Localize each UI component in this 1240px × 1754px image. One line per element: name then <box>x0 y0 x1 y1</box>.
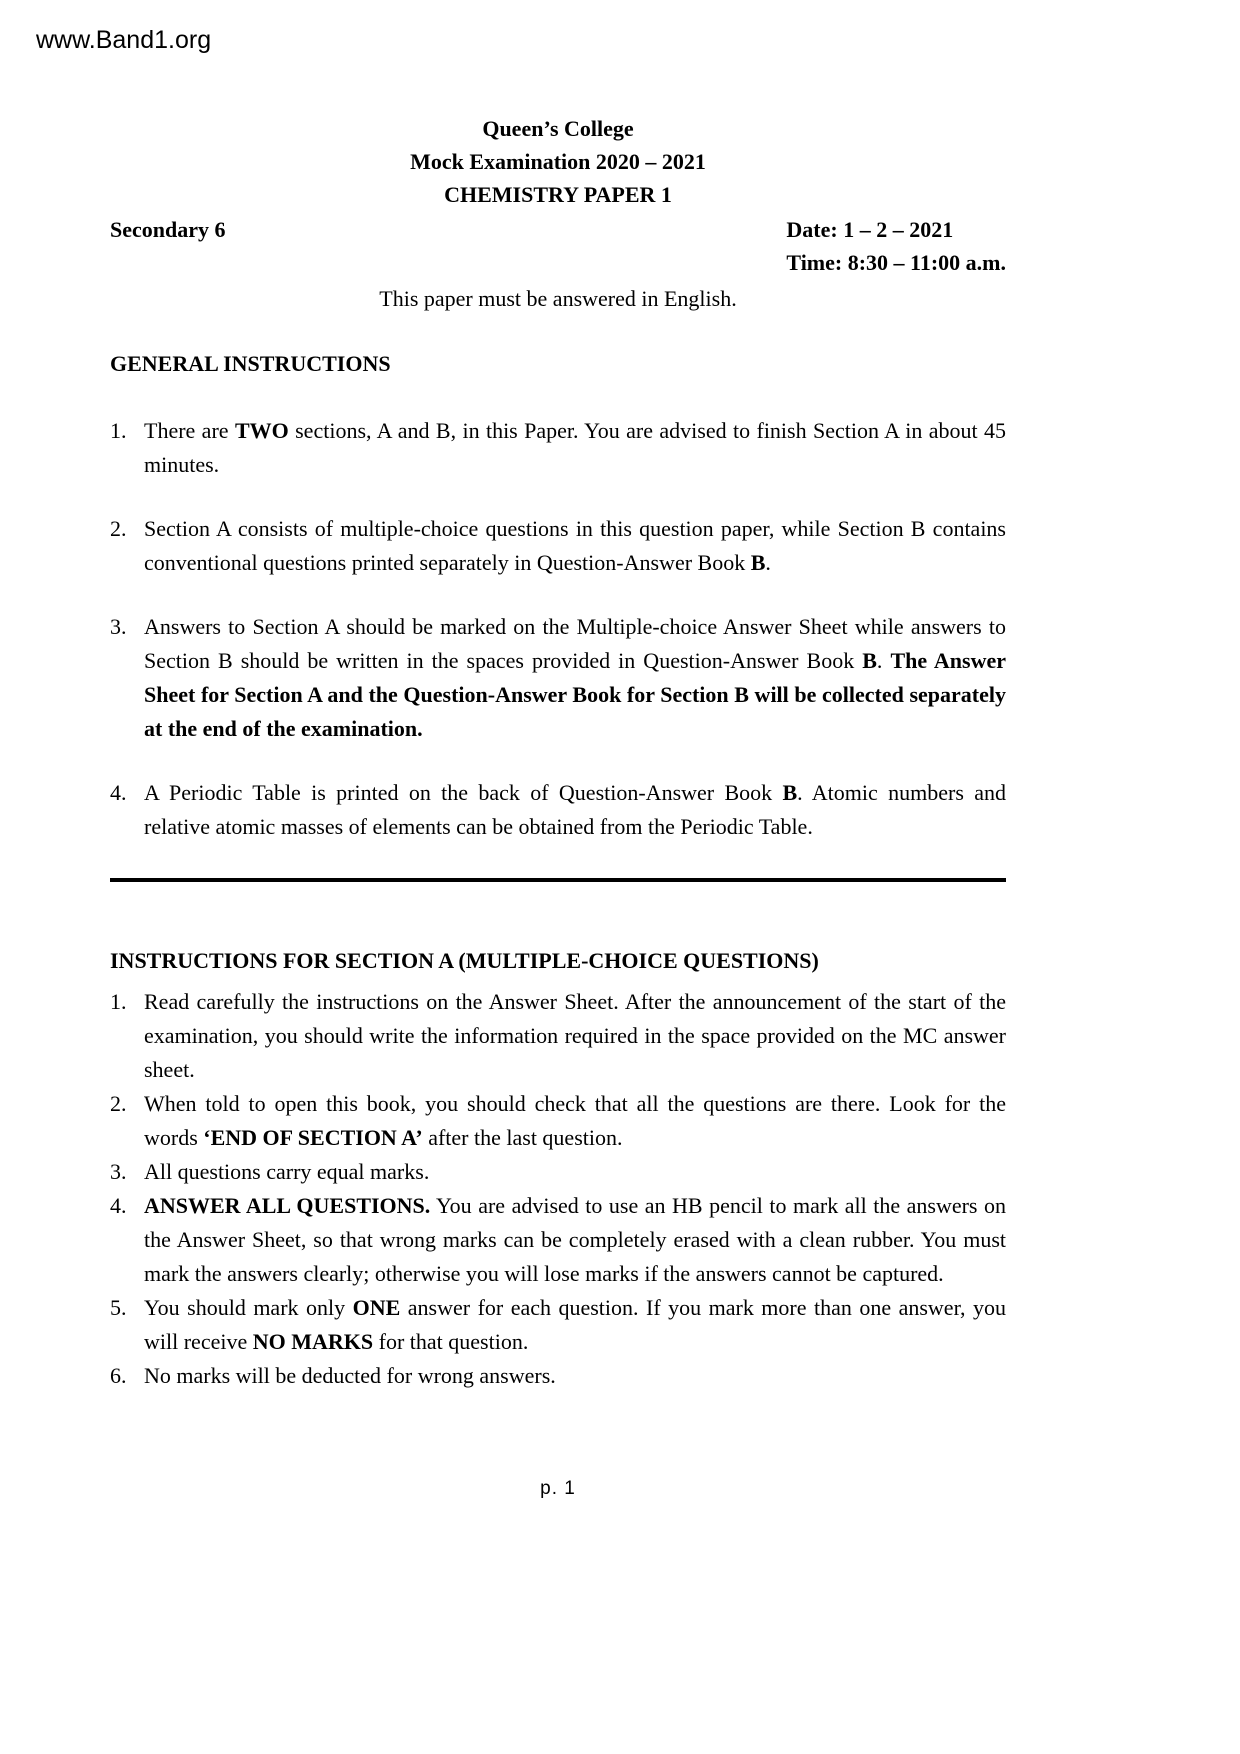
date-time-block <box>786 213 1006 279</box>
item-number: 2. <box>110 1091 127 1116</box>
item-text-segment: You should mark only <box>144 1295 353 1320</box>
item-text <box>144 1359 1006 1393</box>
list-item <box>110 414 1006 482</box>
item-text <box>144 610 1006 746</box>
exam-date: Date: 1 – 2 – 2021 <box>786 217 954 242</box>
list-item <box>110 610 1006 746</box>
item-number: 1. <box>110 989 127 1014</box>
list-item <box>110 1189 1006 1291</box>
list-item <box>110 1155 1006 1189</box>
item-number: 1. <box>110 418 127 443</box>
item-text <box>144 1291 1006 1359</box>
item-text-segment: You are advised to use an HB pencil to mark all the answers on the Answer Sheet, so that wrong marks can be completely erased with a clean rubber. You must mark the answers clearly; otherwise you will lose marks if the answers cannot be captured. <box>144 1193 1006 1286</box>
item-number: 2. <box>110 516 127 541</box>
page-number: p. 1 <box>540 1478 576 1499</box>
item-text-segment: A Periodic Table is printed on the back of Question-Answer Book <box>144 780 783 805</box>
item-text-segment: answer for each question. If you mark more than one answer, you will receive <box>144 1295 1006 1354</box>
item-number: 5. <box>110 1295 127 1320</box>
item-text <box>144 414 1006 482</box>
item-text-segment: sections, A and B, in this Paper. You are advised to finish Section A in about 45 minutes. <box>144 418 1006 477</box>
class-level: Secondary 6 <box>110 217 226 242</box>
item-text-segment: . <box>765 550 771 575</box>
page-content <box>110 0 1006 1393</box>
item-number: 6. <box>110 1363 127 1388</box>
item-text-bold-segment: ‘END OF SECTION A’ <box>203 1125 423 1150</box>
item-text-bold-segment: ANSWER ALL QUESTIONS. <box>144 1193 431 1218</box>
item-number: 4. <box>110 1193 127 1218</box>
exam-header <box>110 112 1006 211</box>
item-text-segment: . <box>876 648 891 673</box>
item-text-bold-segment: B <box>862 648 877 673</box>
item-text-segment: When told to open this book, you should check that all the questions are there. Look for the words <box>144 1091 1006 1150</box>
list-item <box>110 512 1006 580</box>
item-text <box>144 1155 1006 1189</box>
item-text-bold-segment: ONE <box>352 1295 401 1320</box>
school-name: Queen’s College <box>482 116 634 141</box>
item-text-bold-segment: B <box>750 550 766 575</box>
list-item <box>110 985 1006 1087</box>
item-text-bold-segment: NO MARKS <box>252 1329 374 1354</box>
item-text-bold-segment: The Answer Sheet for Section A and the Question-Answer Book for Section B will be collected separately at the end of the examination. <box>144 648 1007 741</box>
item-text <box>144 512 1006 580</box>
item-text-bold-segment: TWO <box>234 418 289 443</box>
paper-title: CHEMISTRY PAPER 1 <box>444 182 672 207</box>
item-number: 4. <box>110 780 127 805</box>
item-text <box>144 776 1006 844</box>
item-text-segment: . Atomic numbers and relative atomic masses of elements can be obtained from the Periodic Table. <box>144 780 1006 839</box>
site-watermark: www.Band1.org <box>36 26 212 54</box>
item-number: 3. <box>110 1159 127 1184</box>
general-instructions-title: GENERAL INSTRUCTIONS <box>110 351 391 376</box>
item-text-bold-segment: B <box>782 780 798 805</box>
section-divider <box>110 878 1006 882</box>
list-item <box>110 776 1006 844</box>
item-text-segment: Read carefully the instructions on the Answer Sheet. After the announcement of the start of the examination, you should write the information required in the space provided on the MC answer sheet. <box>144 989 1006 1082</box>
item-text-segment: All questions carry equal marks. <box>144 1159 430 1184</box>
item-text-segment: There are <box>144 418 235 443</box>
item-number: 3. <box>110 614 127 639</box>
item-text-segment: after the last question. <box>422 1125 623 1150</box>
section-a-instructions-list <box>110 985 1006 1393</box>
exam-time: Time: 8:30 – 11:00 a.m. <box>786 250 1006 275</box>
item-text-segment: Section A consists of multiple-choice questions in this question paper, while Section B contains conventional questions printed separately in Question-Answer Book <box>144 516 1006 575</box>
list-item <box>110 1291 1006 1359</box>
item-text <box>144 985 1006 1087</box>
item-text <box>144 1189 1006 1291</box>
item-text-segment: Answers to Section A should be marked on the Multiple-choice Answer Sheet while answers to Section B should be written in the spaces provided in Question-Answer Book <box>144 614 1006 673</box>
item-text <box>144 1087 1006 1155</box>
list-item <box>110 1087 1006 1155</box>
language-note: This paper must be answered in English. <box>379 286 737 311</box>
general-instructions-list <box>110 414 1006 844</box>
exam-meta-row <box>110 213 1006 279</box>
item-text-segment: No marks will be deducted for wrong answers. <box>144 1363 556 1388</box>
exam-title: Mock Examination 2020 – 2021 <box>410 149 706 174</box>
section-a-instructions-title: INSTRUCTIONS FOR SECTION A (MULTIPLE-CHOICE QUESTIONS) <box>110 948 819 973</box>
item-text-segment: for that question. <box>373 1329 529 1354</box>
list-item <box>110 1359 1006 1393</box>
